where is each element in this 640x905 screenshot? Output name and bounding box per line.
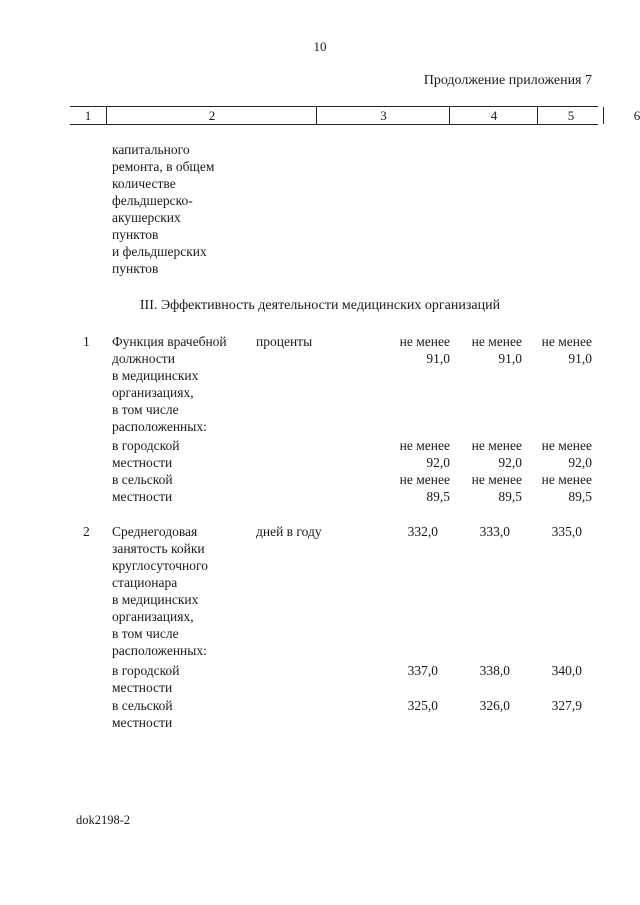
header-col-6: 6 (603, 107, 640, 124)
header-col-2: 2 (106, 107, 317, 124)
value-year-1: 325,0 (407, 698, 438, 713)
row-number: 2 (83, 524, 90, 539)
value-year-2: 333,0 (479, 524, 510, 539)
continuation-label: Продолжение приложения 7 (423, 73, 592, 88)
header-col-4: 4 (449, 107, 538, 124)
value-year-1: 337,0 (407, 663, 438, 678)
header-col-1: 1 (84, 108, 92, 123)
header-col-5: 5 (537, 107, 604, 124)
value-year-3: не менее 89,5 (541, 472, 592, 504)
section-title: III. Эффективность деятельности медицинских организаций (139, 298, 501, 313)
page-number: 10 (313, 39, 327, 54)
value-year-1: не менее 89,5 (399, 472, 450, 504)
unit-of-measure: дней в году (256, 524, 322, 539)
value-year-1: не менее 91,0 (399, 334, 450, 366)
value-year-3: не менее 92,0 (541, 438, 592, 470)
indicator-name: Функция врачебной должности в медицинских организациях, в том числе расположенных: (112, 334, 227, 434)
value-year-2: не менее 89,5 (471, 472, 522, 504)
value-year-2: 326,0 (479, 698, 510, 713)
subindicator-name-urban: в городской местности (112, 438, 180, 470)
unit-of-measure: проценты (256, 334, 313, 349)
header-col-3: 3 (316, 107, 450, 124)
value-year-2: не менее 92,0 (471, 438, 522, 470)
row-number: 1 (83, 334, 90, 349)
value-year-3: 327,9 (551, 698, 582, 713)
indicator-name: Среднегодовая занятость койки круглосуточного стационара в медицинских организациях, в том числе расположенных: (112, 524, 208, 658)
value-year-1: 332,0 (407, 524, 438, 539)
value-year-1: не менее 92,0 (399, 438, 450, 470)
carryover-indicator-name: капитального ремонта, в общем количестве фельдшерско- акушерских пунктов и фельдшерских пунктов (112, 142, 215, 276)
value-year-3: 335,0 (551, 524, 582, 539)
value-year-2: не менее 91,0 (471, 334, 522, 366)
value-year-2: 338,0 (479, 663, 510, 678)
subindicator-name-rural: в сельской местности (112, 472, 173, 504)
document-code: dok2198-2 (76, 813, 131, 827)
value-year-3: 340,0 (551, 663, 582, 678)
subindicator-name-urban: в городской местности (112, 663, 180, 695)
subindicator-name-rural: в сельской местности (112, 698, 173, 730)
table-header-row (70, 106, 640, 125)
value-year-3: не менее 91,0 (541, 334, 592, 366)
